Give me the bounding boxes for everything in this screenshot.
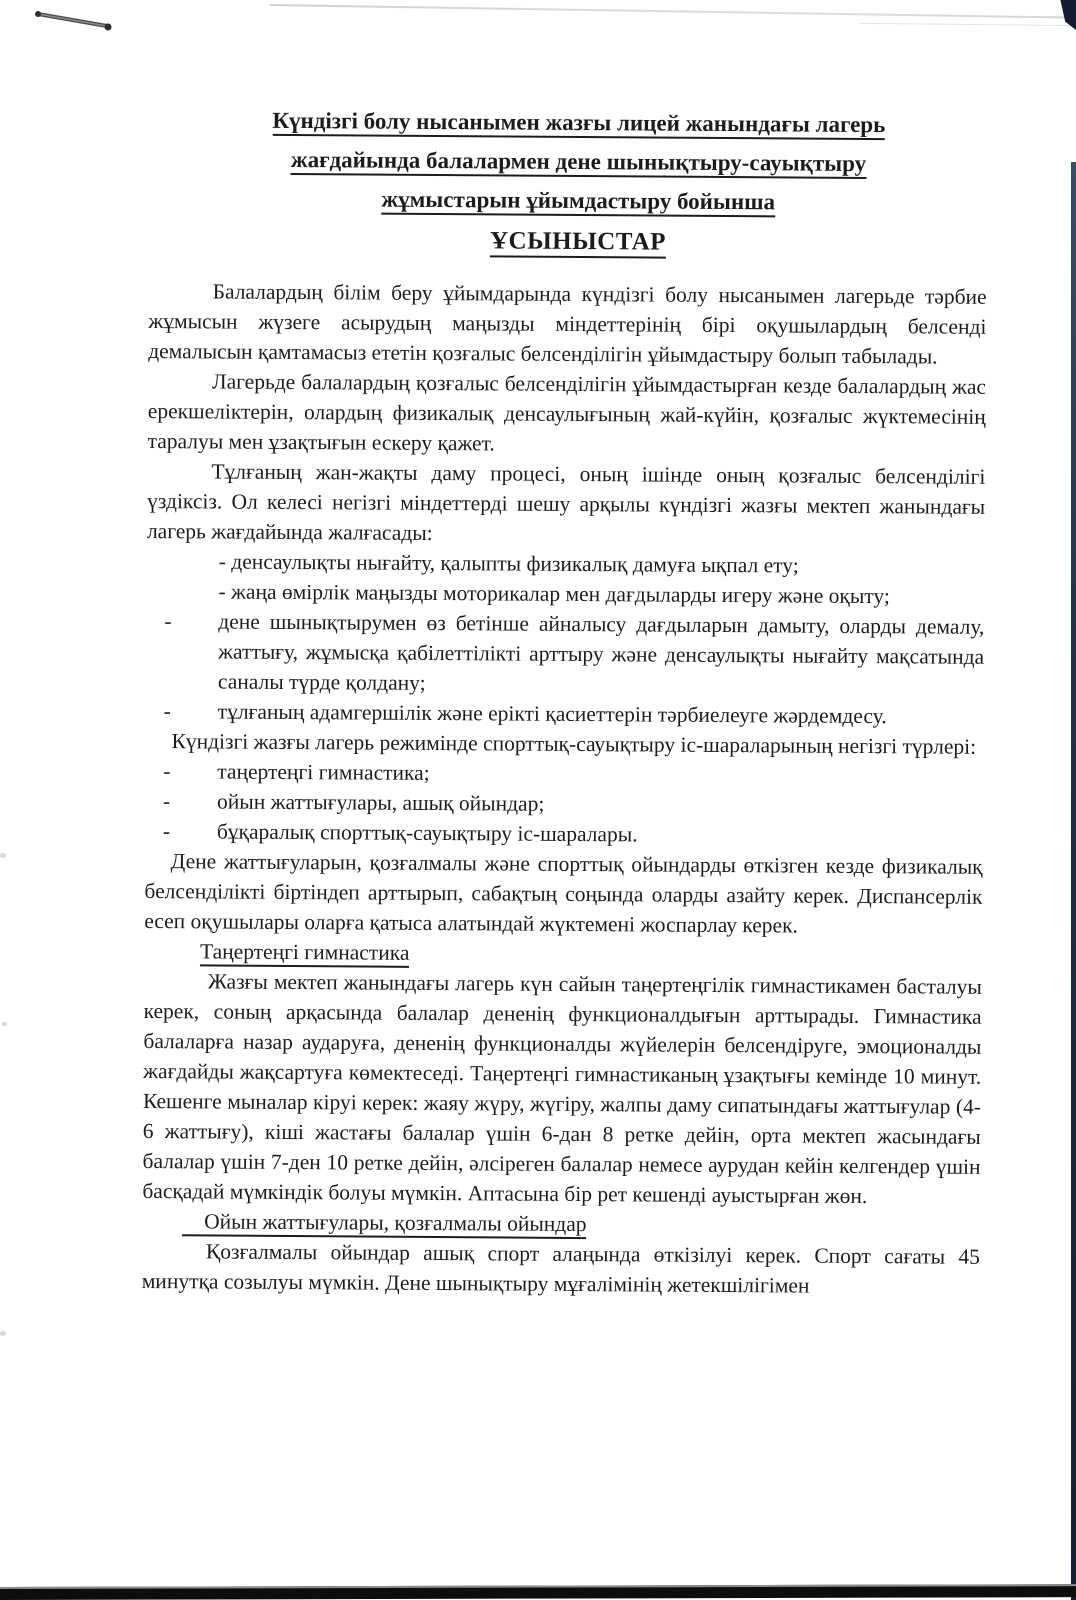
list-item-text: ойын жаттығулары, ашық ойындар; xyxy=(217,789,545,816)
title-line-3: жұмыстарын ұйымдастыру бойынша xyxy=(179,178,977,223)
pen-mark-artifact xyxy=(30,6,150,46)
bullet-dash: - xyxy=(164,609,172,634)
paragraph: Жазғы мектеп жанындағы лагерь күн сайын таңертеңгілік гимнастикамен басталуы керек, соның арқасында балалар дененің функционалдығын арттырады. Гимнастика балаларға назар аударуға, дененің функционалды жүйелерін белсендіруге, эмоционалды жағдайды жақсартуға көмектеседі. Таңертеңгі гимнастиканың ұзақтығы кемінде 10 минут. Кешенге мыналар кіруі керек: жаяу жүру, жүгіру, жалпы даму сипатындағы жаттығулар (4-6 жаттығу), кіші жастағы балалар үшін 6-дан 8 ретке дейін, орта мектеп жасындағы балалар үшін 7-ден 10 ретке дейін, әлсіреген балалар немесе аурудан кейін келгендер үшін басқадай мүмкіндік болуы мүмкін. Аптасына бір рет кешенді ауыстырған жөн. xyxy=(142,969,982,1209)
list-item xyxy=(145,816,983,852)
title-line-2: жағдайында балалармен дене шынықтыру-сауықтыру xyxy=(179,139,977,184)
document-content xyxy=(142,100,988,1302)
scan-speck xyxy=(2,1022,7,1026)
title-emphasis: ҰСЫНЫСТАР xyxy=(179,219,977,264)
paragraph: Күндізгі жазғы лагерь режимінде спорттық-сауықтыру іс-шараларының негізгі түрлері: xyxy=(171,729,977,759)
scan-edge-right xyxy=(1071,162,1076,1600)
scan-speck xyxy=(0,1331,6,1336)
bullet-dash: - xyxy=(162,819,171,844)
list-item xyxy=(146,696,984,732)
scan-speck xyxy=(0,853,6,858)
paragraph: Қозғалмалы ойындар ашық спорт алаңында өткізілуі керек. Спорт сағаты 45 минутқа созылуы мүмкін. Дене шынықтыру мұғалімінің жетекшілігімен xyxy=(141,1239,981,1298)
paragraph: Лагерьде балалардың қозғалыс белсенділігін ұйымдастырған кезде балалардың жас ерекшеліктерін, олардың физикалық денсаулығының жай-күйін, қозғалыс жүктемесінің таралуы мен ұзақтығын ескеру қажет. xyxy=(147,369,987,456)
paragraph: Балалардың білім беру ұйымдарында күндізгі болу нысанымен лагерьде тәрбие жұмысын жүзеге асырудың маңызды міндеттерінің бірі оқушылардың белсенді демалысын қамтамасыз ететін қозғалыс белсенділігін ұйымдастыру болып табылады. xyxy=(148,279,987,369)
list-item-text: дене шынықтырумен өз бетінше айналысу дағдыларын дамыту, оларды демалу, жаттығу, жұмысқа қабілеттілікті арттыру және денсаулықты нығайту мақсатында саналы түрде қолдану; xyxy=(217,609,985,695)
paper-crease xyxy=(270,4,1076,18)
list-item: - денсаулықты нығайту, қалыпты физикалық дамуға ықпал ету; xyxy=(218,549,799,578)
list-item: - жаңа өмірлік маңызды моторикалар мен дағдыларды игеру және оқыту; xyxy=(218,579,890,609)
list-item-text: тұлғаның адамгершілік және ерікті қасиеттерін тәрбиелеуге жәрдемдесу. xyxy=(217,699,887,729)
list-item xyxy=(146,606,985,702)
document-title xyxy=(179,100,978,264)
document-body xyxy=(142,276,987,1302)
section-heading-text: Таңертеңгі гимнастика xyxy=(200,939,410,967)
bullet-dash: - xyxy=(163,789,171,814)
paragraph: Тұлғаның жан-жақты даму процесі, оның ішінде оның қозғалыс белсенділігі үздіксіз. Ол келесі негізгі міндеттерді шешу арқылы күндізгі жазғы мектеп жанындағы лагерь жағдайында жалғасады: xyxy=(146,459,986,545)
list-item-text: бұқаралық спорттық-сауықтыру іс-шаралары. xyxy=(216,819,638,847)
scan-edge-bottom xyxy=(0,1584,1076,1600)
paragraph: Дене жаттығуларын, қозғалмалы және спорттық ойындарды өткізген кезде физикалық белсенділікті біртіндеп арттырып, сабақтың соңында оларды азайту керек. Диспансерлік есеп оқушылары оларға қатыса алатындай жүктемені жоспарлау керек. xyxy=(144,849,983,938)
bullet-dash: - xyxy=(163,759,171,784)
paper-crease xyxy=(860,23,1076,26)
title-line-1: Күндізгі болу нысанымен жазғы лицей жанындағы лагерь xyxy=(180,100,978,145)
bullet-dash: - xyxy=(163,699,171,724)
list-item-text: таңертеңгі гимнастика; xyxy=(217,759,430,785)
section-heading-text: Ойын жаттығулары, қозғалмалы ойындар xyxy=(182,1209,587,1239)
